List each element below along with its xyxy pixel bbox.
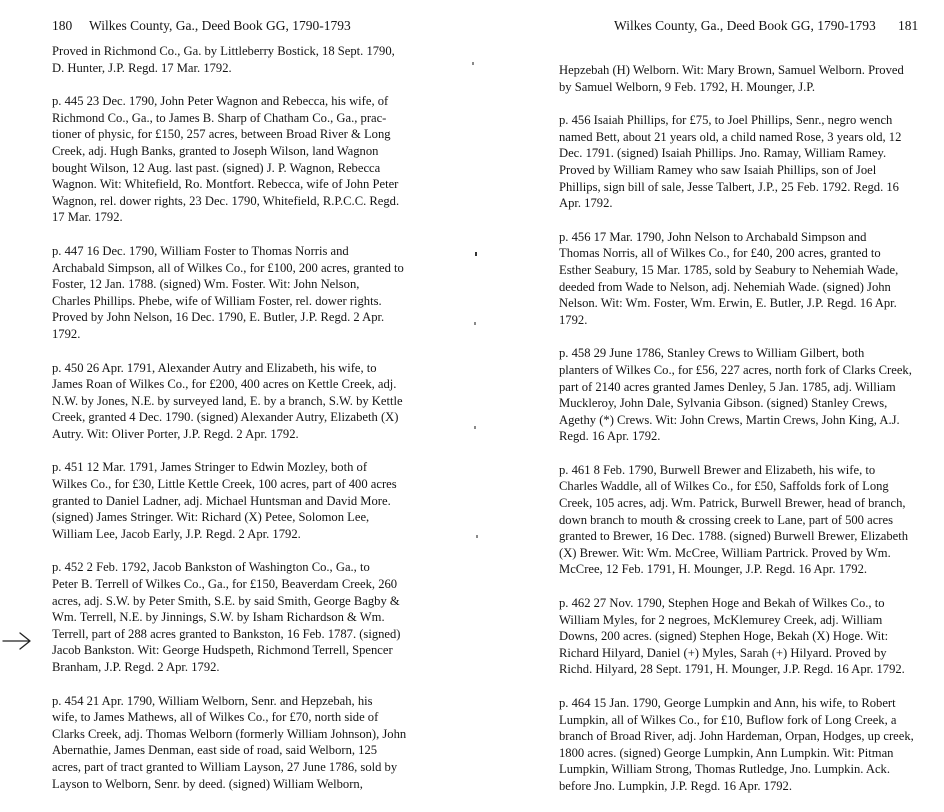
entry-line: Regd. 16 Apr. 1792.: [559, 429, 661, 444]
entry-line: Clarks Creek, adj. Thomas Welborn (formerly William Johnson), John: [52, 726, 407, 741]
entry-line: Creek, adj. Hugh Banks, granted to Joseph Wilson, land Wagnon: [52, 143, 379, 158]
entry-line: Archabald Simpson, all of Wilkes Co., for £100, 200 acres, granted to: [52, 260, 404, 275]
entry-line: p. 456 17 Mar. 1790, John Nelson to Archabald Simpson and: [559, 229, 867, 244]
entry-line: Muckleroy, John Dale, Sylvania Gibson. (signed) Stanley Crews,: [559, 396, 888, 411]
scan-speck: [474, 426, 476, 429]
page-number: 180: [52, 18, 73, 33]
entry-line: p. 447 16 Dec. 1790, William Foster to Thomas Norris and: [52, 243, 349, 258]
entry-line: named Bett, about 21 years old, a child named Rose, 3 years old, 12: [559, 129, 902, 144]
entry-line: Autry. Wit: Oliver Porter, J.P. Regd. 2 Apr. 1792.: [52, 426, 299, 441]
entry-line: (X) Brewer. Wit: Wm. McCree, William Partrick. Proved by Wm.: [559, 545, 891, 560]
entry-line: p. 461 8 Feb. 1790, Burwell Brewer and Elizabeth, his wife, to: [559, 462, 876, 477]
deed-entry: [559, 462, 909, 578]
entry-line: deeded from Wade to Nelson, adj. Nehemiah Wade. (signed) John: [559, 279, 891, 294]
entry-line: p. 464 15 Jan. 1790, George Lumpkin and Ann, his wife, to Robert: [559, 696, 896, 710]
left-page: [0, 0, 472, 791]
entries-column: [559, 62, 914, 812]
entry-line: before Jno. Lumpkin, J.P. Regd. 16 Apr. 1792.: [559, 778, 792, 793]
running-head: Wilkes County, Ga., Deed Book GG, 1790-1793: [614, 18, 876, 33]
entry-line: bought Wilson, 12 Aug. last past. (signed) J. P. Wagnon, Rebecca: [52, 160, 381, 175]
entry-line: acres, adj. S.W. by Peter Smith, S.E. by said Smith, George Bagby &: [52, 593, 400, 608]
entry-line: Downs, 200 acres. (signed) Stephen Hoge, Bekah (X) Hoge. Wit:: [559, 629, 889, 644]
entry-line: Charles Waddle, all of Wilkes Co., for £50, Saffolds fork of Long: [559, 479, 889, 494]
deed-entry: [559, 595, 905, 678]
entry-line: Proved in Richmond Co., Ga. by Littleberry Bostick, 18 Sept. 1790,: [52, 44, 395, 58]
entry-line: granted to Brewer, 16 Dec. 1788. (signed) Burwell Brewer, Elizabeth: [559, 529, 909, 544]
entry-line: Phillips, sign bill of sale, Jesse Talbert, J.P., 25 Feb. 1792. Regd. 16: [559, 179, 899, 194]
entry-line: Proved by John Nelson, 16 Dec. 1790, E. Butler, J.P. Regd. 2 Apr.: [52, 310, 385, 325]
entry-line: James Roan of Wilkes Co., for £200, 400 acres on Kettle Creek, adj.: [52, 377, 397, 392]
entry-line: p. 445 23 Dec. 1790, John Peter Wagnon and Rebecca, his wife, of: [52, 94, 389, 109]
deed-entry: [52, 93, 400, 226]
entry-line: Nelson. Wit: Wm. Foster, Wm. Erwin, E. Butler, J.P. Regd. 16 Apr.: [559, 296, 897, 311]
entry-line: Esther Seabury, 15 Mar. 1785, sold by Seabury to Nehemiah Wade,: [559, 262, 899, 277]
deed-entry: [52, 243, 404, 343]
entry-line: McCree, 12 Feb. 1791, H. Mounger, J.P. Regd. 16 Apr. 1792.: [559, 562, 868, 577]
deed-entry: [559, 229, 905, 329]
deed-entry: [52, 559, 401, 675]
entry-line: (signed) James Stringer. Wit: Richard (X) Petee, Solomon Lee,: [52, 510, 370, 525]
entry-line: Hepzebah (H) Welborn. Wit: Mary Brown, Samuel Welborn. Proved: [559, 63, 904, 77]
deed-entry: [52, 459, 397, 542]
entry-line: down branch to mouth & crossing creek to Lane, part of 500 acres: [559, 512, 893, 527]
entry-line: Peter B. Terrell of Wilkes Co., Ga., for £150, Beaverdam Creek, 260: [52, 577, 398, 592]
entry-line: Branham, J.P. Regd. 2 Apr. 1792.: [52, 660, 220, 674]
entry-line: D. Hunter, J.P. Regd. 17 Mar. 1792.: [52, 60, 232, 75]
deed-entry: [559, 345, 912, 445]
entry-line: Richard Hilyard, Daniel (+) Myles, Sarah (+) Hilyard. Proved by: [559, 645, 887, 660]
right-arrow-icon: [2, 630, 32, 652]
entry-line: Wilkes Co., for £30, Little Kettle Creek, 100 acres, part of 400 acres: [52, 477, 397, 492]
right-page: [472, 0, 944, 793]
entry-line: 1792.: [52, 326, 81, 341]
entry-line: Proved by William Ramey who saw Isaiah Phillips, son of Joel: [559, 162, 877, 177]
entry-line: 1792.: [559, 312, 588, 327]
deed-entry: [559, 62, 905, 95]
scan-speck: [472, 62, 474, 65]
entry-line: Creek, granted 4 Dec. 1790. (signed) Alexander Autry, Elizabeth (X): [52, 410, 399, 425]
entry-line: Jacob Bankston. Wit: George Hudspeth, Richmond Terrell, Spencer: [52, 643, 393, 658]
entry-line: Terrell, part of 288 acres granted to Bankston, 16 Feb. 1787. (signed): [52, 626, 401, 641]
deed-entry: [559, 695, 914, 795]
entry-line: tioner of physic, for £150, 257 acres, between Broad River & Long: [52, 127, 391, 142]
entry-line: Agethy (*) Crews. Wit: John Crews, Martin Crews, John King, A.J.: [559, 412, 900, 427]
entry-line: Foster, 12 Jan. 1788. (signed) Wm. Foster. Wit: John Nelson,: [52, 277, 360, 292]
entry-line: p. 456 Isaiah Phillips, for £75, to Joel Phillips, Senr., negro wench: [559, 113, 893, 128]
scan-speck: [474, 322, 476, 325]
entry-line: 17 Mar. 1792.: [52, 210, 123, 225]
entry-line: Charles Phillips. Phebe, wife of William Foster, rel. dower rights.: [52, 293, 382, 308]
deed-entry: [559, 112, 905, 212]
entry-line: Thomas Norris, all of Wilkes Co., for £40, 200 acres, granted to: [559, 246, 881, 261]
entry-line: p. 450 26 Apr. 1791, Alexander Autry and Elizabeth, his wife, to: [52, 360, 377, 375]
entry-line: p. 451 12 Mar. 1791, James Stringer to Edwin Mozley, both of: [52, 460, 368, 475]
entry-line: Richd. Hilyard, 28 Sept. 1791, H. Mounger, J.P. Regd. 16 Apr. 1792.: [559, 662, 905, 677]
entries-column: [52, 43, 407, 809]
deed-entry: [52, 360, 403, 443]
entry-line: N.W. by Jones, N.E. by surveyed land, E. by a branch, S.W. by Kettle: [52, 393, 403, 408]
entry-line: acres, part of tract granted to William Layson, 27 June 1786, sold by: [52, 759, 398, 774]
scan-speck: [475, 252, 477, 256]
entry-line: Wagnon. Wit: Whitefield, Ro. Montfort. Rebecca, wife of John Peter: [52, 177, 399, 192]
entry-line: planters of Wilkes Co., for £56, 227 acres, north fork of Clarks Creek,: [559, 362, 912, 377]
entry-line: Wm. Terrell, N.E. by Jinnings, S.W. by Isham Richardson & Wm.: [52, 610, 385, 625]
entry-line: Wagnon, rel. dower rights, 23 Dec. 1790, Whitefield, R.P.C.C. Regd.: [52, 193, 400, 208]
page-number: 181: [898, 18, 919, 33]
deed-entry: [52, 43, 397, 76]
entry-line: Creek, 105 acres, adj. Wm. Patrick, Burwell Brewer, head of branch,: [559, 496, 906, 511]
entry-line: Lumpkin, William Strong, Thomas Rutledge, Jno. Lumpkin. Ack.: [559, 762, 890, 777]
entry-line: Abernathie, James Denman, east side of road, said Welborn, 125: [52, 743, 378, 758]
entry-line: Richmond Co., Ga., to James B. Sharp of Chatham Co., Ga., prac-: [52, 110, 387, 125]
entry-line: William Myles, for 2 negroes, McKlemurey Creek, adj. William: [559, 612, 883, 627]
entry-line: p. 462 27 Nov. 1790, Stephen Hoge and Bekah of Wilkes Co., to: [559, 596, 885, 611]
entry-line: p. 454 21 Apr. 1790, William Welborn, Senr. and Hepzebah, his: [52, 693, 373, 708]
entry-line: p. 452 2 Feb. 1792, Jacob Bankston of Washington Co., Ga., to: [52, 560, 370, 575]
scan-speck: [476, 535, 478, 538]
entry-line: branch of Broad River, adj. John Hardeman, Orpan, Hodges, up creek,: [559, 729, 914, 744]
entry-line: part of 2140 acres granted James Denley, 5 Jan. 1785, adj. William: [559, 379, 896, 394]
entry-line: by Samuel Welborn, 9 Feb. 1792, H. Mounger, J.P.: [559, 79, 816, 94]
deed-entry: [52, 693, 407, 793]
entry-line: Dec. 1791. (signed) Isaiah Phillips. Jno. Ramay, William Ramey.: [559, 146, 887, 161]
entry-line: Layson to Welborn, Senr. by deed. (signed) William Welborn,: [52, 776, 363, 791]
entry-line: 1800 acres. (signed) George Lumpkin, Ann Lumpkin. Wit: Pitman: [559, 745, 894, 760]
entry-line: Apr. 1792.: [559, 196, 613, 211]
running-head: Wilkes County, Ga., Deed Book GG, 1790-1793: [89, 18, 351, 33]
entry-line: William Lee, Jacob Early, J.P. Regd. 2 Apr. 1792.: [52, 526, 301, 541]
entry-line: granted to Daniel Ladner, adj. Michael Huntsman and David More.: [52, 493, 391, 508]
entry-line: p. 458 29 June 1786, Stanley Crews to William Gilbert, both: [559, 346, 865, 361]
entry-line: wife, to James Mathews, all of Wilkes Co., for £70, north side of: [52, 710, 379, 725]
entry-line: Lumpkin, all of Wilkes Co., for £10, Buflow fork of Long Creek, a: [559, 712, 897, 727]
